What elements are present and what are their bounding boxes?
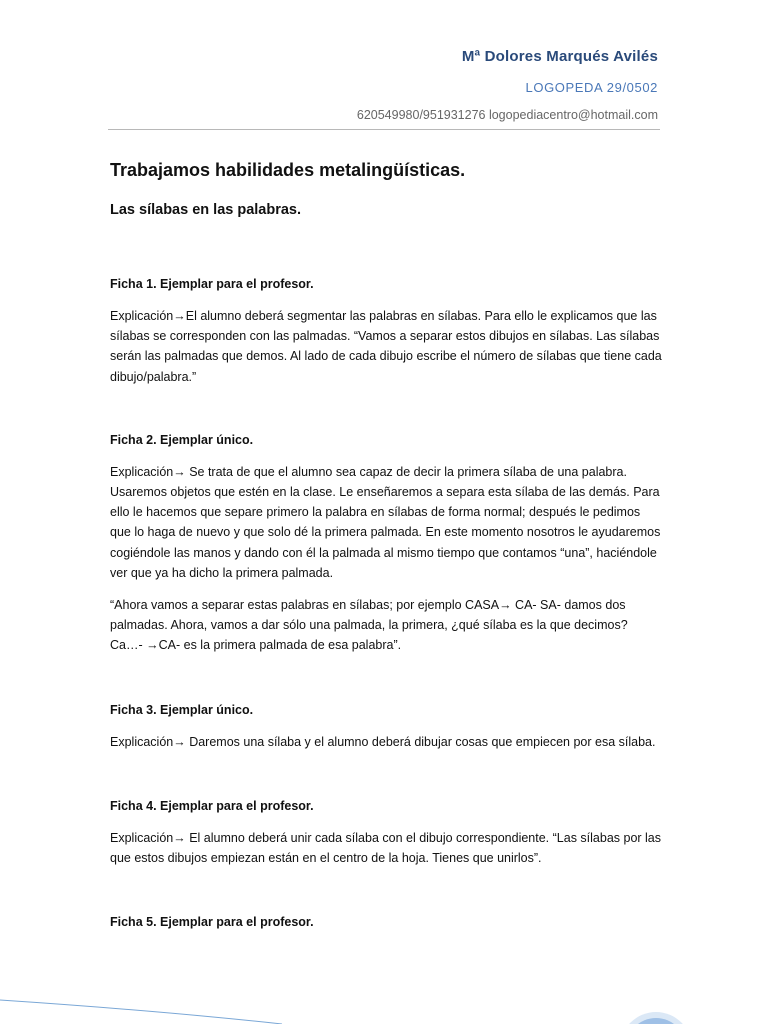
document-subtitle: Las sílabas en las palabras. — [110, 202, 302, 218]
header-author: Mª Dolores Marqués Avilés — [461, 48, 658, 65]
header-contact: 620549980/951931276 logopediacentro@hotmail.com — [356, 108, 658, 122]
ficha-3-paragraph-1: Explicación→ Daremos una sílaba y el alumno deberá dibujar cosas que empiecen por esa sílaba. — [110, 734, 656, 749]
document-title: Trabajamos habilidades metalingüísticas. — [110, 160, 466, 180]
ficha-2-heading: Ficha 2. Ejemplar único. — [110, 432, 254, 447]
ficha-4-paragraph-1: Explicación→ El alumno deberá unir cada sílaba con el dibujo correspondiente. “Las sílabas por las que estos dibujos empiezan están en el centro de la hoja. Tienes que unirlos”. — [110, 830, 662, 866]
ficha-5-heading: Ficha 5. Ejemplar para el profesor. — [110, 915, 314, 930]
ficha-1-heading: Ficha 1. Ejemplar para el profesor. — [110, 277, 314, 291]
footer-swoosh-line — [0, 1000, 282, 1024]
ficha-2-paragraph-2: “Ahora vamos a separar estas palabras en sílabas; por ejemplo CASA→ CA- SA- damos dos palmadas. Ahora, vamos a dar sólo una palmada, la primera, ¿qué sílaba es la que decimos? Ca…- →CA- es la primera palmada de esa palabra”. — [110, 598, 628, 653]
footer-circle-icon — [620, 1012, 692, 1024]
ficha-2-paragraph-1: Explicación→ Se trata de que el alumno sea capaz de decir la primera sílaba de una palabra. Usaremos objetos que estén en la clase. Le enseñaremos a separa esta sílaba de las demás. Para ello le hacemos que separe primero la palabra en sílabas de forma normal; después le pedimos que lo haga de nuevo y que solo dé la primera palmada. En este momento nosotros le ayudaremos cogiéndole las manos y dando con él la palmada al mismo tiempo que contamos “una”, haciéndole ver que ya ha dicho la primera palmada. — [110, 464, 661, 580]
header-registration: LOGOPEDA 29/0502 — [525, 80, 658, 95]
ficha-4-heading: Ficha 4. Ejemplar para el profesor. — [110, 798, 314, 813]
ficha-1-paragraph-1: Explicación→El alumno deberá segmentar las palabras en sílabas. Para ello le explicamos que las sílabas se corresponden con las palmadas. “Vamos a separar estos dibujos en sílabas. Las sílabas serán las palmadas que demos. Al lado de cada dibujo escribe el número de sílabas que tiene cada dibujo/palabra.” — [110, 309, 662, 384]
ficha-3-heading: Ficha 3. Ejemplar único. — [110, 702, 254, 717]
